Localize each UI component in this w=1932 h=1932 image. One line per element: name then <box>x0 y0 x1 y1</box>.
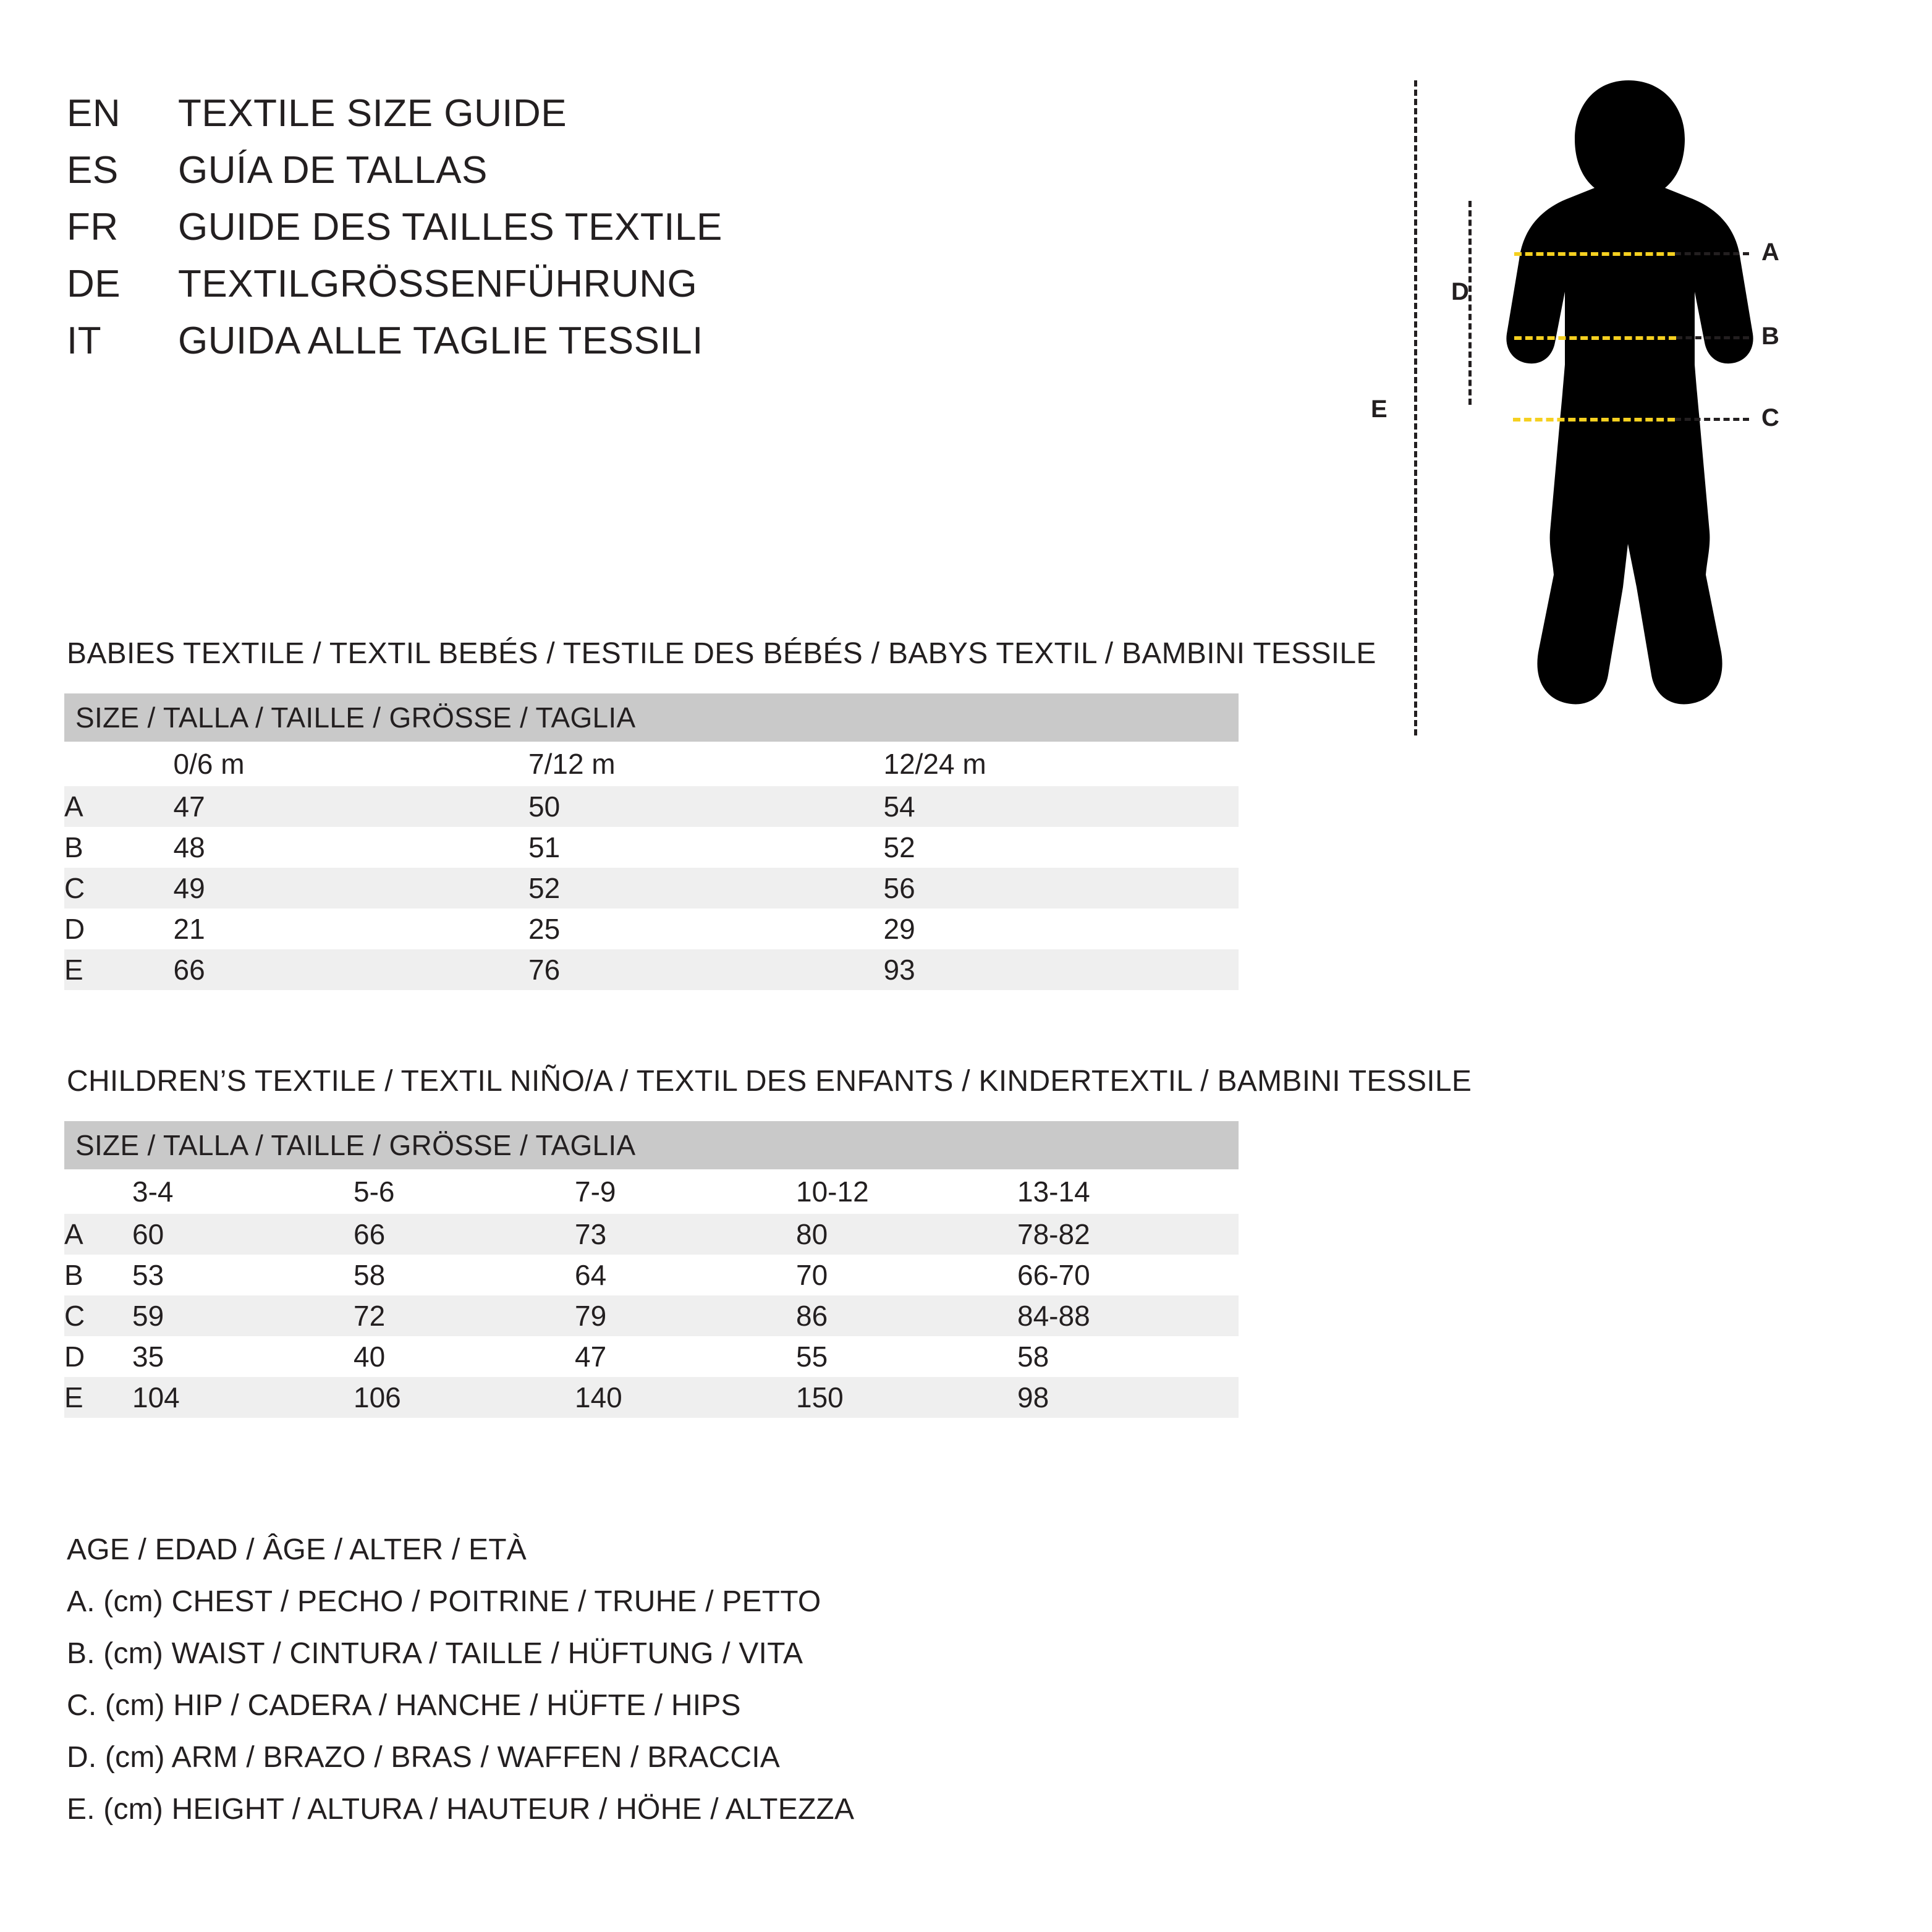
language-row-es <box>67 148 932 205</box>
children-column-1: 5-6 <box>354 1169 575 1214</box>
language-title-block <box>67 91 932 376</box>
row-label-c: C <box>64 1295 132 1336</box>
table-row <box>64 1255 1239 1295</box>
table-row <box>64 1336 1239 1377</box>
cell-b-3: 70 <box>796 1255 1017 1295</box>
cell-c-3: 86 <box>796 1295 1017 1336</box>
babies-column-2: 12/24 m <box>883 742 1239 786</box>
language-text-it: GUIDA ALLE TAGLIE TESSILI <box>178 320 703 362</box>
cell-b-2: 52 <box>883 827 1239 868</box>
language-row-en <box>67 91 932 148</box>
cell-a-0: 47 <box>174 786 528 827</box>
empty-corner-cell <box>64 742 174 786</box>
legend-item-d: D. (cm) ARM / BRAZO / BRAS / WAFFEN / BRACCIA <box>67 1741 780 1774</box>
figure-label-a: A <box>1761 239 1779 266</box>
row-label-b: B <box>64 827 174 868</box>
cell-d-1: 40 <box>354 1336 575 1377</box>
cell-a-1: 66 <box>354 1214 575 1255</box>
cell-d-2: 47 <box>575 1336 796 1377</box>
cell-c-1: 52 <box>528 868 883 909</box>
table-header-row <box>64 693 1239 742</box>
language-text-es: GUÍA DE TALLAS <box>178 149 488 192</box>
row-label-a: A <box>64 1214 132 1255</box>
child-silhouette-icon <box>1496 74 1780 748</box>
babies-column-1: 7/12 m <box>528 742 883 786</box>
cell-e-0: 104 <box>132 1377 354 1418</box>
language-code-de: DE <box>67 263 121 305</box>
row-label-d: D <box>64 1336 132 1377</box>
cell-a-2: 54 <box>883 786 1239 827</box>
babies-size-table <box>64 693 1239 990</box>
legend-item-c: C. (cm) HIP / CADERA / HANCHE / HÜFTE / HIPS <box>67 1689 741 1722</box>
table-row <box>64 1377 1239 1418</box>
cell-e-1: 76 <box>528 949 883 990</box>
cell-e-0: 66 <box>174 949 528 990</box>
babies-table-header: SIZE / TALLA / TAILLE / GRÖSSE / TAGLIA <box>64 693 1239 742</box>
cell-a-3: 80 <box>796 1214 1017 1255</box>
language-code-en: EN <box>67 92 121 135</box>
chest-leader-line <box>1675 252 1749 255</box>
figure-label-e: E <box>1371 396 1388 423</box>
table-row <box>64 786 1239 827</box>
children-table-header: SIZE / TALLA / TAILLE / GRÖSSE / TAGLIA <box>64 1121 1239 1169</box>
language-row-de <box>67 262 932 319</box>
cell-b-4: 66-70 <box>1017 1255 1239 1295</box>
children-column-row <box>64 1169 1239 1214</box>
table-row <box>64 1214 1239 1255</box>
cell-c-1: 72 <box>354 1295 575 1336</box>
children-size-table <box>64 1121 1239 1418</box>
cell-a-4: 78-82 <box>1017 1214 1239 1255</box>
language-code-it: IT <box>67 320 102 362</box>
cell-e-2: 140 <box>575 1377 796 1418</box>
cell-c-0: 49 <box>174 868 528 909</box>
cell-d-0: 35 <box>132 1336 354 1377</box>
babies-section-title: BABIES TEXTILE / TEXTIL BEBÉS / TESTILE DES BÉBÉS / BABYS TEXTIL / BAMBINI TESSILE <box>67 637 1376 670</box>
row-label-e: E <box>64 1377 132 1418</box>
cell-c-4: 84-88 <box>1017 1295 1239 1336</box>
language-text-de: TEXTILGRÖSSENFÜHRUNG <box>178 263 698 305</box>
babies-column-row <box>64 742 1239 786</box>
table-header-row <box>64 1121 1239 1169</box>
babies-column-0: 0/6 m <box>174 742 528 786</box>
empty-corner-cell <box>64 1169 132 1214</box>
cell-a-0: 60 <box>132 1214 354 1255</box>
waist-leader-line <box>1676 336 1749 339</box>
cell-c-0: 59 <box>132 1295 354 1336</box>
table-row <box>64 827 1239 868</box>
legend-item-b: B. (cm) WAIST / CINTURA / TAILLE / HÜFTUNG / VITA <box>67 1637 803 1670</box>
legend-item-a: A. (cm) CHEST / PECHO / POITRINE / TRUHE / PETTO <box>67 1585 821 1618</box>
cell-b-0: 48 <box>174 827 528 868</box>
table-row <box>64 868 1239 909</box>
cell-d-2: 29 <box>883 909 1239 949</box>
cell-a-1: 50 <box>528 786 883 827</box>
language-text-en: TEXTILE SIZE GUIDE <box>178 92 567 135</box>
language-text-fr: GUIDE DES TAILLES TEXTILE <box>178 206 722 248</box>
cell-b-0: 53 <box>132 1255 354 1295</box>
cell-d-4: 58 <box>1017 1336 1239 1377</box>
children-column-0: 3-4 <box>132 1169 354 1214</box>
cell-d-0: 21 <box>174 909 528 949</box>
language-code-es: ES <box>67 149 119 192</box>
chest-measure-line <box>1514 252 1675 256</box>
cell-a-2: 73 <box>575 1214 796 1255</box>
row-label-b: B <box>64 1255 132 1295</box>
cell-e-2: 93 <box>883 949 1239 990</box>
children-column-3: 10-12 <box>796 1169 1017 1214</box>
children-section-title: CHILDREN’S TEXTILE / TEXTIL NIÑO/A / TEXTIL DES ENFANTS / KINDERTEXTIL / BAMBINI TESSILE <box>67 1065 1472 1098</box>
cell-b-1: 58 <box>354 1255 575 1295</box>
figure-label-b: B <box>1761 323 1779 350</box>
hip-leader-line <box>1675 418 1749 421</box>
table-row <box>64 949 1239 990</box>
cell-b-2: 64 <box>575 1255 796 1295</box>
row-label-e: E <box>64 949 174 990</box>
measurement-figure <box>1371 74 1860 760</box>
legend-block <box>67 1533 854 1844</box>
row-label-a: A <box>64 786 174 827</box>
cell-c-2: 56 <box>883 868 1239 909</box>
cell-d-3: 55 <box>796 1336 1017 1377</box>
children-column-4: 13-14 <box>1017 1169 1239 1214</box>
language-row-it <box>67 319 932 376</box>
cell-e-1: 106 <box>354 1377 575 1418</box>
figure-label-c: C <box>1761 404 1779 431</box>
cell-e-4: 98 <box>1017 1377 1239 1418</box>
legend-item-e: E. (cm) HEIGHT / ALTURA / HAUTEUR / HÖHE / ALTEZZA <box>67 1793 855 1826</box>
cell-c-2: 79 <box>575 1295 796 1336</box>
table-row <box>64 909 1239 949</box>
cell-d-1: 25 <box>528 909 883 949</box>
language-row-fr <box>67 205 932 262</box>
row-label-d: D <box>64 909 174 949</box>
hip-measure-line <box>1513 418 1675 422</box>
cell-b-1: 51 <box>528 827 883 868</box>
table-row <box>64 1295 1239 1336</box>
height-guide-line-e <box>1414 80 1417 735</box>
figure-label-d: D <box>1451 278 1469 305</box>
cell-e-3: 150 <box>796 1377 1017 1418</box>
row-label-c: C <box>64 868 174 909</box>
language-code-fr: FR <box>67 206 119 248</box>
legend-title: AGE / EDAD / ÂGE / ALTER / ETÀ <box>67 1533 527 1566</box>
children-column-2: 7-9 <box>575 1169 796 1214</box>
waist-measure-line <box>1514 336 1676 340</box>
